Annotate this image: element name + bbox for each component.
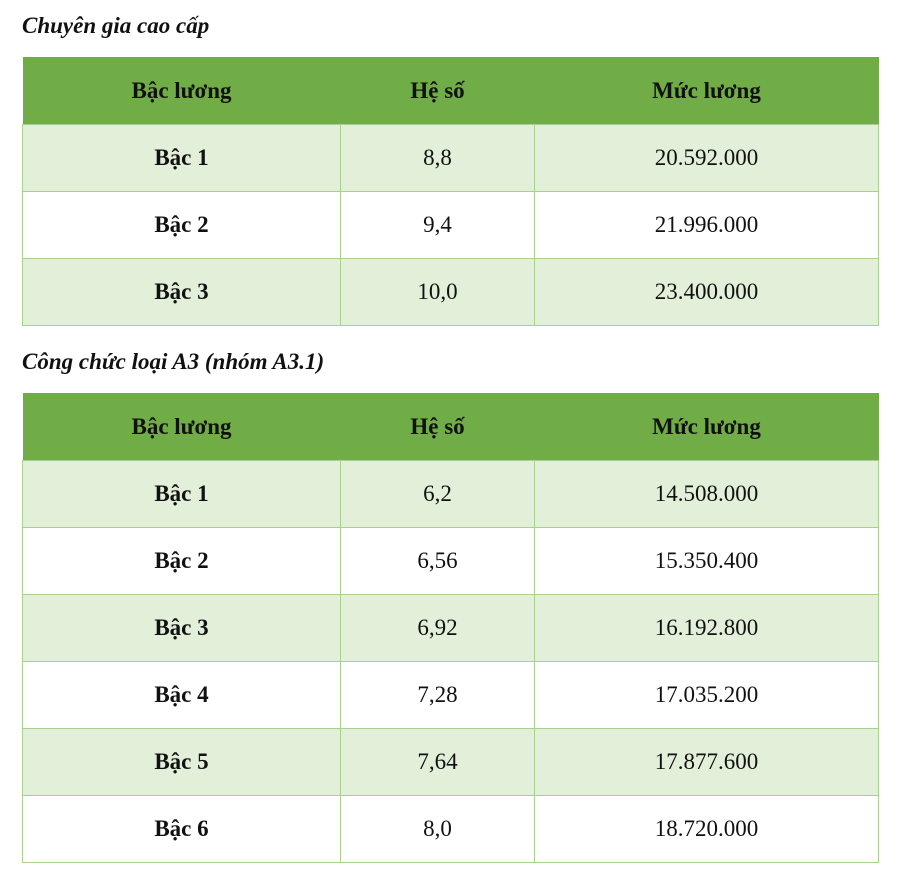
cell-grade: Bậc 3 <box>23 595 341 662</box>
table-row <box>23 125 879 192</box>
header-salary: Mức lương <box>535 57 879 125</box>
cell-coefficient: 7,28 <box>341 662 535 729</box>
cell-coefficient: 10,0 <box>341 259 535 326</box>
cell-salary: 17.877.600 <box>535 729 879 796</box>
cell-coefficient: 8,8 <box>341 125 535 192</box>
cell-salary: 15.350.400 <box>535 528 879 595</box>
cell-salary: 18.720.000 <box>535 796 879 863</box>
header-salary: Mức lương <box>535 393 879 461</box>
salary-table <box>22 57 879 326</box>
header-coefficient: Hệ số <box>341 57 535 125</box>
cell-salary: 16.192.800 <box>535 595 879 662</box>
cell-coefficient: 8,0 <box>341 796 535 863</box>
table-row <box>23 662 879 729</box>
header-grade: Bậc lương <box>23 393 341 461</box>
table-row <box>23 461 879 528</box>
table-row <box>23 595 879 662</box>
cell-coefficient: 6,92 <box>341 595 535 662</box>
cell-grade: Bậc 1 <box>23 125 341 192</box>
cell-grade: Bậc 6 <box>23 796 341 863</box>
cell-grade: Bậc 5 <box>23 729 341 796</box>
cell-grade: Bậc 1 <box>23 461 341 528</box>
cell-salary: 21.996.000 <box>535 192 879 259</box>
cell-grade: Bậc 3 <box>23 259 341 326</box>
table-header-row <box>23 57 879 125</box>
cell-coefficient: 6,56 <box>341 528 535 595</box>
table-header-row <box>23 393 879 461</box>
cell-grade: Bậc 4 <box>23 662 341 729</box>
header-grade: Bậc lương <box>23 57 341 125</box>
cell-coefficient: 7,64 <box>341 729 535 796</box>
cell-grade: Bậc 2 <box>23 528 341 595</box>
header-coefficient: Hệ số <box>341 393 535 461</box>
section-title: Công chức loại A3 (nhóm A3.1) <box>22 349 325 374</box>
cell-salary: 14.508.000 <box>535 461 879 528</box>
table-row <box>23 192 879 259</box>
cell-salary: 17.035.200 <box>535 662 879 729</box>
table-row <box>23 796 879 863</box>
cell-grade: Bậc 2 <box>23 192 341 259</box>
cell-coefficient: 9,4 <box>341 192 535 259</box>
cell-salary: 23.400.000 <box>535 259 879 326</box>
cell-salary: 20.592.000 <box>535 125 879 192</box>
table-row <box>23 528 879 595</box>
section-title: Chuyên gia cao cấp <box>22 13 210 38</box>
table-row <box>23 259 879 326</box>
cell-coefficient: 6,2 <box>341 461 535 528</box>
table-row <box>23 729 879 796</box>
salary-table <box>22 393 879 863</box>
